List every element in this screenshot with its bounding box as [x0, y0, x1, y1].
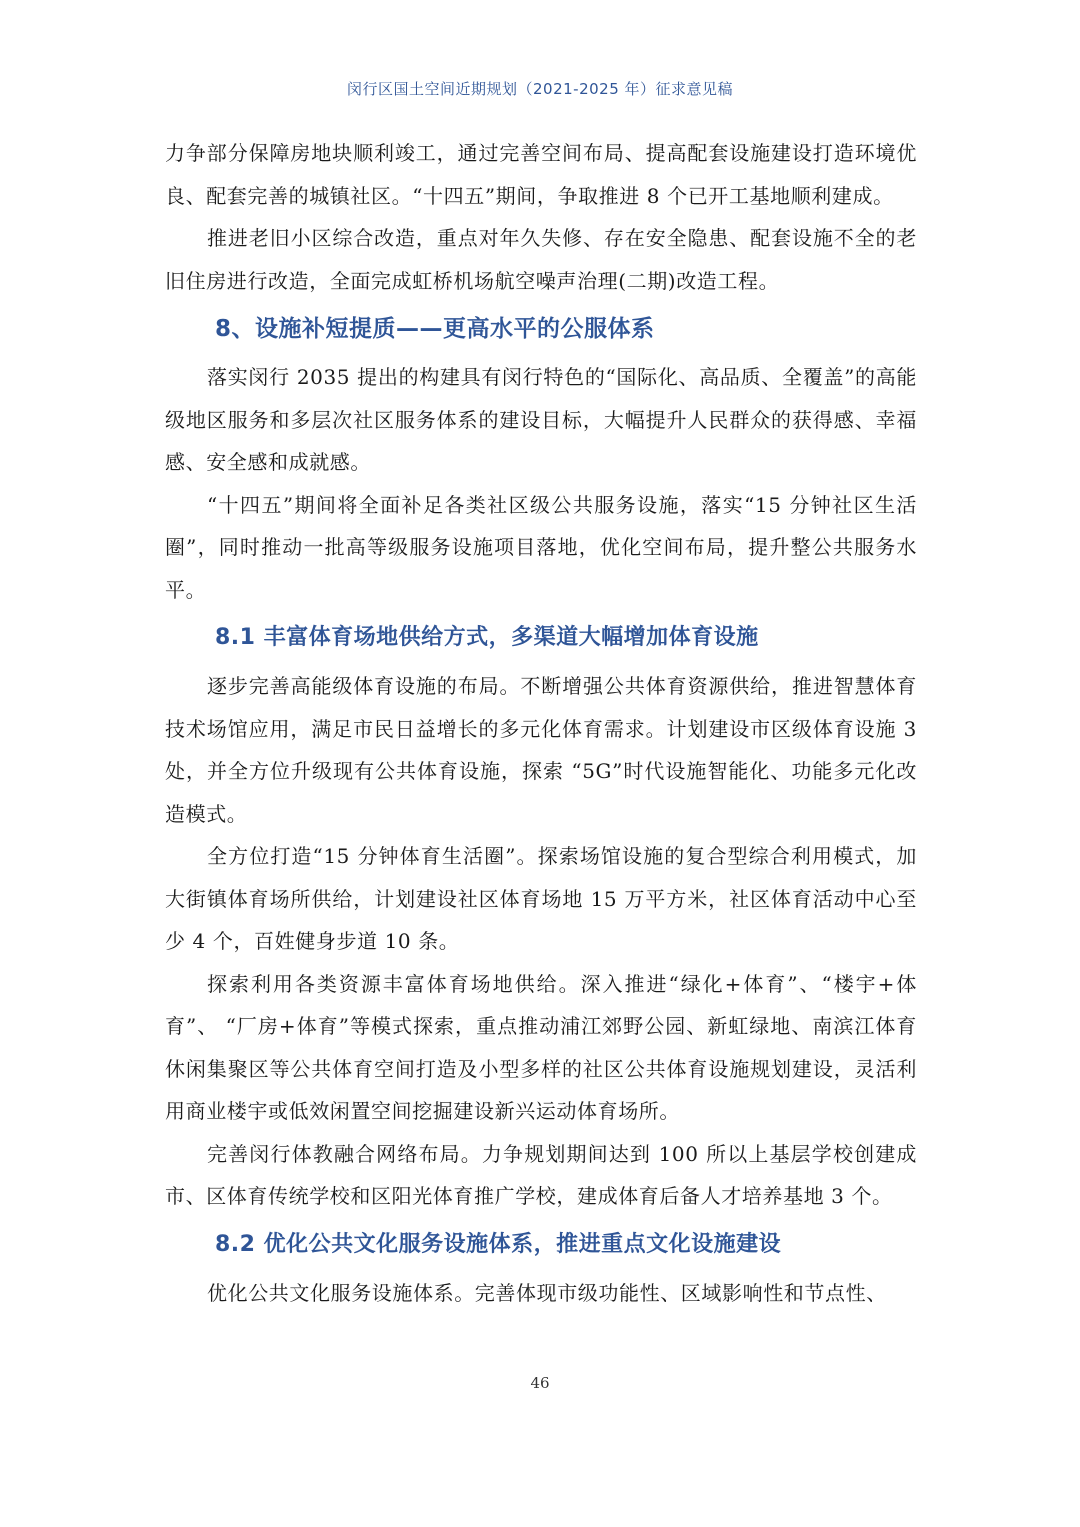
- paragraph-housing-completion: 力争部分保障房地块顺利竣工，通过完善空间布局、提高配套设施建设打造环境优良、配套完善的城镇社区。“十四五”期间，争取推进 8 个已开工基地顺利建成。: [165, 141, 917, 208]
- paragraph-15-minute-sports-circle: 全方位打造“15 分钟体育生活圈”。探索场馆设施的复合型综合利用模式，加大街镇体育场所供给，计划建设社区体育场地 15 万平方米，社区体育活动中心至少 4 个，百姓健身步道 10 条。: [165, 844, 917, 953]
- paragraph-high-level-sports-facilities: 逐步完善高能级体育设施的布局。不断增强公共体育资源供给，推进智慧体育技术场馆应用，满足市民日益增长的多元化体育需求。计划建设市区级体育设施 3 处，并全方位升级现有公共体育设施，探索 “5G”时代设施智能化、功能多元化改造模式。: [165, 674, 917, 826]
- document-body: [165, 132, 917, 1314]
- section-heading-8: 8、设施补短提质——更高水平的公服体系: [215, 316, 655, 342]
- paragraph-service-system-goal: 落实闵行 2035 提出的构建具有闵行特色的“国际化、高品质、全覆盖”的高能级地区服务和多层次社区服务体系的建设目标，大幅提升人民群众的获得感、幸福感、安全感和成就感。: [165, 365, 917, 474]
- paragraph-old-housing-renovation: 推进老旧小区综合改造，重点对年久失修、存在安全隐患、配套设施不全的老旧住房进行改造，全面完成虹桥机场航空噪声治理(二期)改造工程。: [165, 226, 917, 293]
- subsection-heading-8-2: 8.2 优化公共文化服务设施体系，推进重点文化设施建设: [215, 1231, 782, 1257]
- paragraph-14th-five-year-facilities: “十四五”期间将全面补足各类社区级公共服务设施，落实“15 分钟社区生活圈”，同时推动一批高等级服务设施项目落地，优化空间布局，提升整公共服务水平。: [165, 492, 917, 602]
- running-header: 闵行区国土空间近期规划（2021-2025 年）征求意见稿: [346, 80, 734, 98]
- paragraph-cultural-facilities: 优化公共文化服务设施体系。完善体现市级功能性、区域影响性和节点性、: [207, 1280, 887, 1305]
- subsection-heading-8-1: 8.1 丰富体育场地供给方式，多渠道大幅增加体育设施: [215, 625, 759, 650]
- page-number: 46: [530, 1374, 550, 1392]
- paragraph-sports-education-network: 完善闵行体教融合网络布局。力争规划期间达到 100 所以上基层学校创建成市、区体育传统学校和区阳光体育推广学校，建成体育后备人才培养基地 3 个。: [165, 1141, 917, 1208]
- paragraph-sports-venue-resources: 探索利用各类资源丰富体育场地供给。深入推进“绿化+体育”、“楼宇+体育”、 “厂房+体育”等模式探索，重点推动浦江郊野公园、新虹绿地、南滨江体育休闲集聚区等公共体育空间打造及小型多样的社区公共体育设施规划建设，灵活利用商业楼宇或低效闲置空间挖掘建设新兴运动体育场所。: [165, 971, 917, 1123]
